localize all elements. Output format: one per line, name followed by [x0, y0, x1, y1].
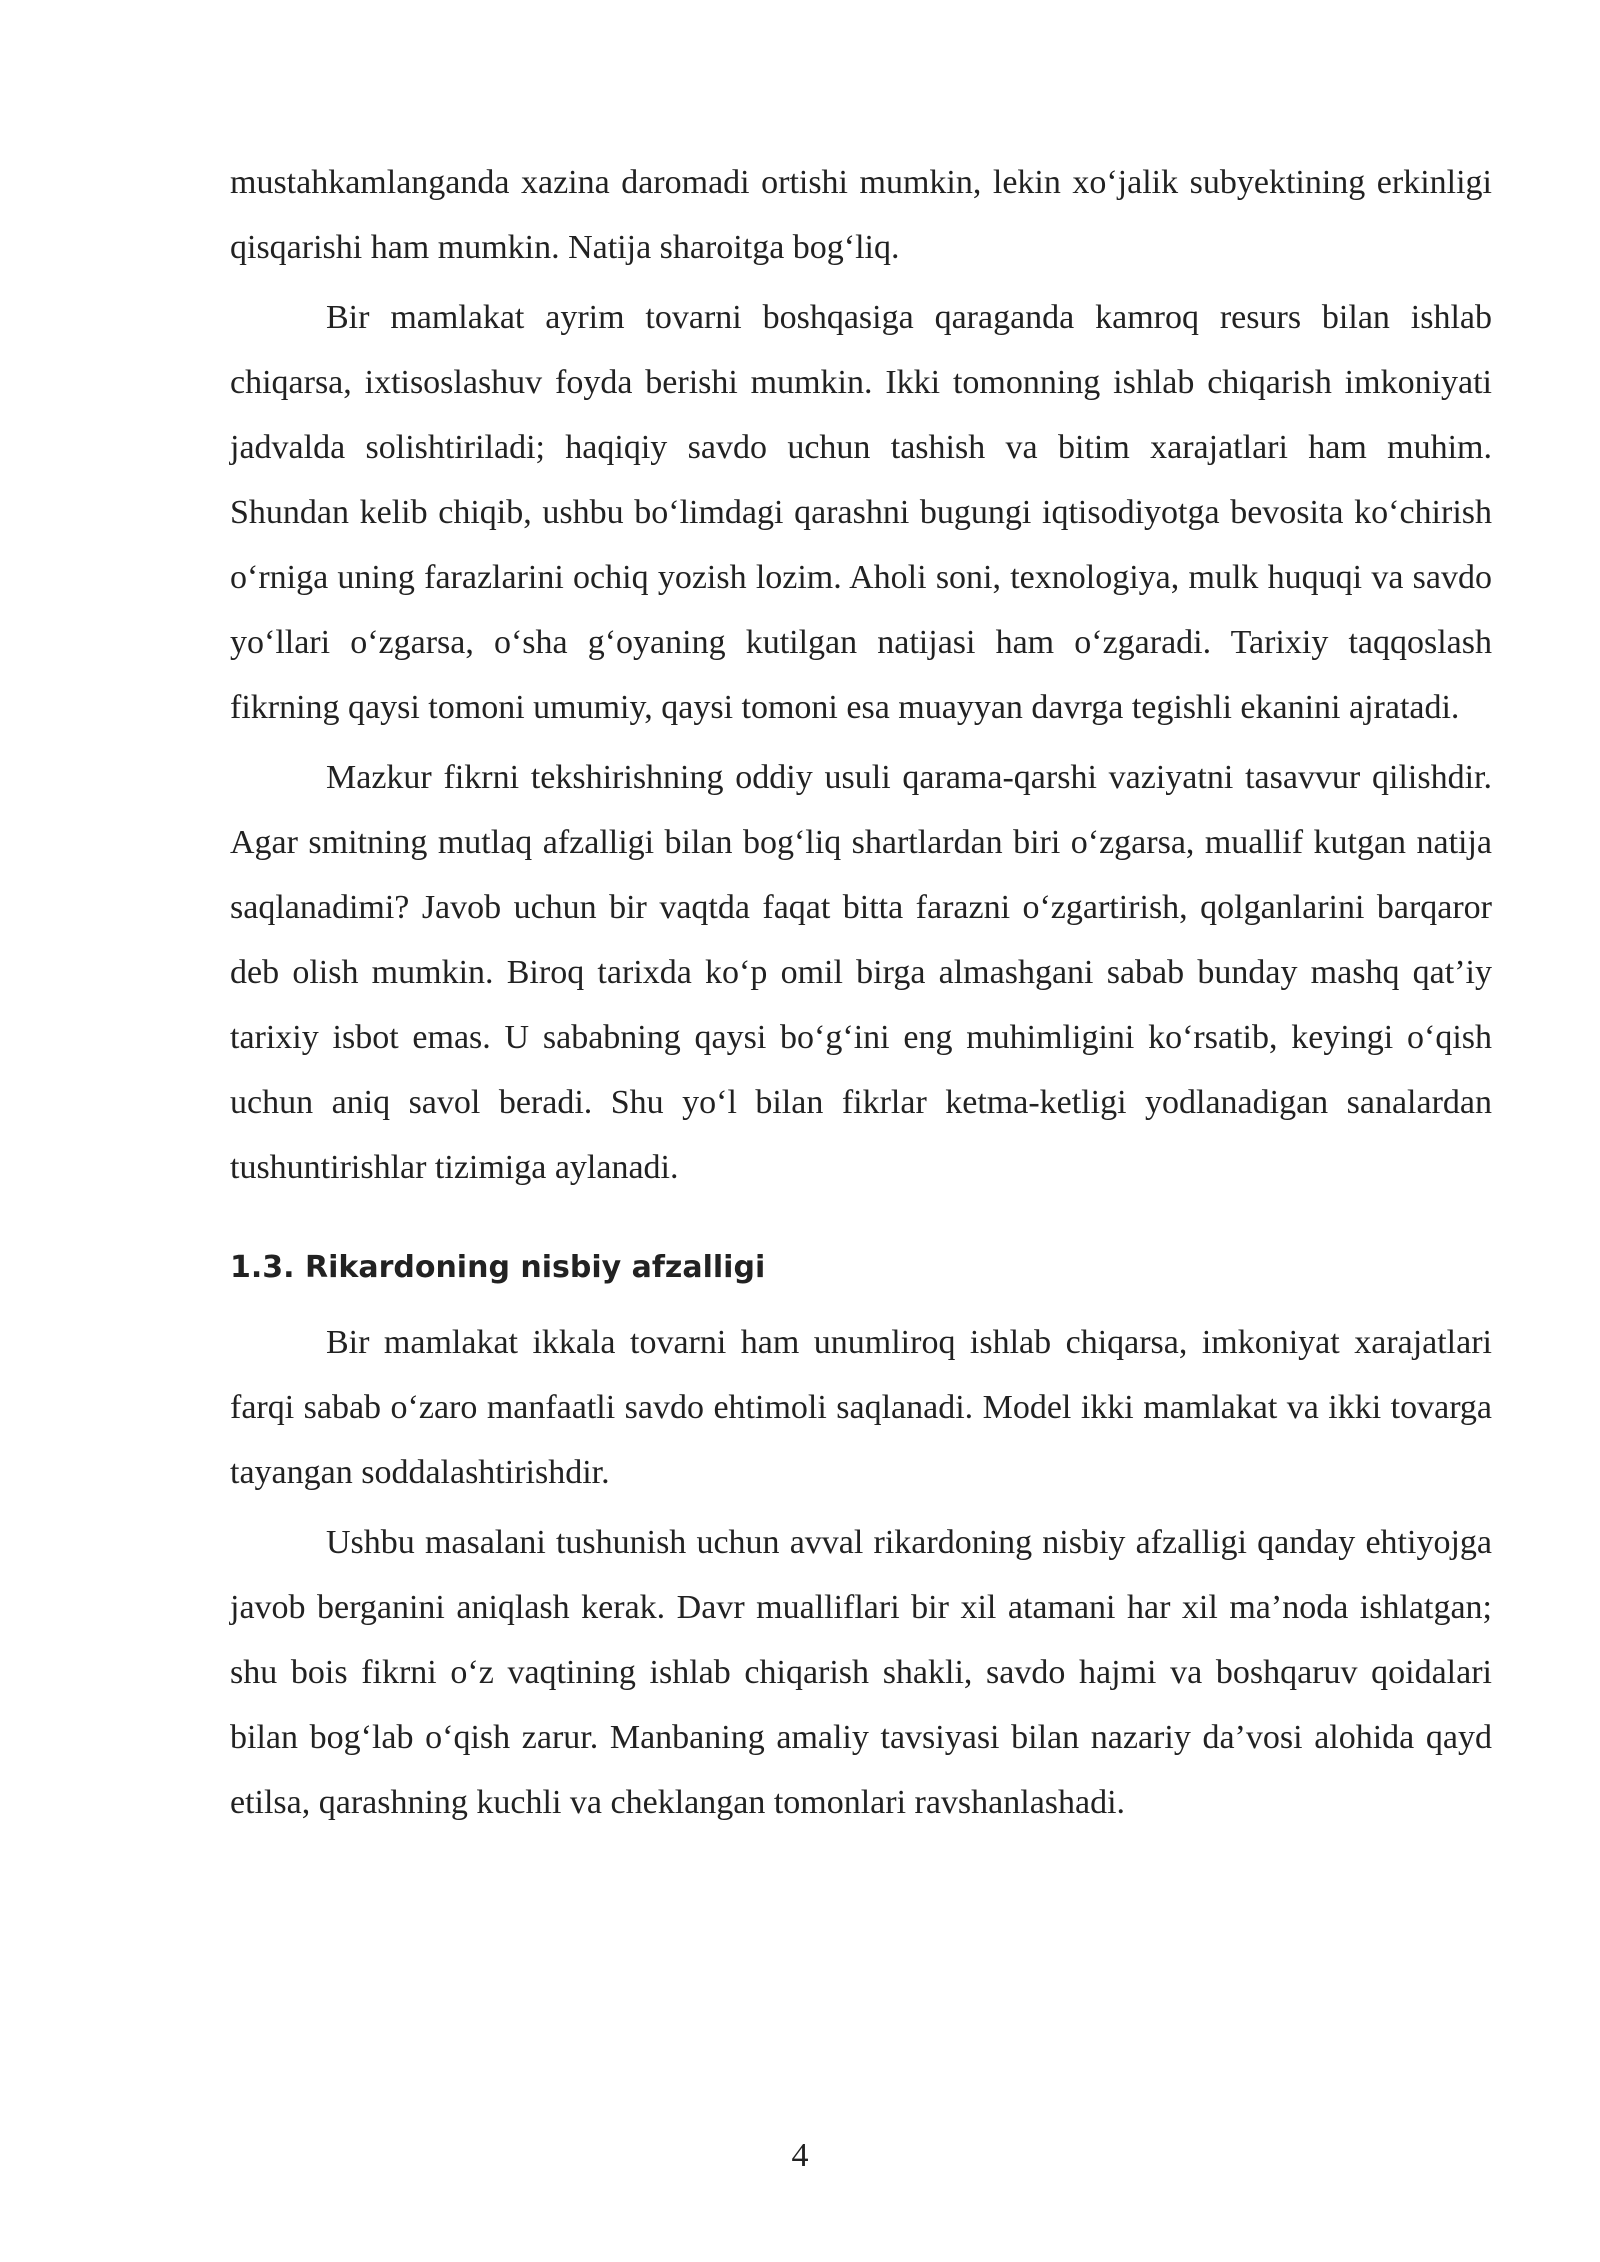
paragraph-continued: mustahkamlanganda xazina daromadi ortishi mumkin, lekin xo‘jalik subyektining erkinligi qisqarishi ham mumkin. Natija sharoitga bog‘liq.	[230, 164, 1492, 266]
paragraph-ricardo-intro: Bir mamlakat ikkala tovarni ham unumliroq ishlab chiqarsa, imkoniyat xarajatlari farqi sabab o‘zaro manfaatli savdo ehtimoli saqlanadi. Model ikki mamlakat va ikki tovarga tayangan soddalashtirishdir.	[230, 1324, 1492, 1491]
paragraph-counterfactual: Mazkur fikrni tekshirishning oddiy usuli qarama-qarshi vaziyatni tasavvur qilishdir. Agar smitning mutlaq afzalligi bilan bog‘liq shartlardan biri o‘zgarsa, muallif kutgan natija saqlanadimi? Javob uchun bir vaqtda faqat bitta farazni o‘zgartirish, qolganlarini barqaror deb olish mumkin. Biroq tarixda ko‘p omil birga almashgani sabab bunday mashq qat’iy tarixiy isbot emas. U sababning qaysi bo‘g‘ini eng muhimligini ko‘rsatib, keyingi o‘qish uchun aniq savol beradi. Shu yo‘l bilan fikrlar ketma-ketligi yodlanadigan sanalardan tushuntirishlar tizimiga aylanadi.	[230, 759, 1492, 1186]
paragraph-ricardo-context: Ushbu masalani tushunish uchun avval rikardoning nisbiy afzalligi qanday ehtiyojga javob berganini aniqlash kerak. Davr mualliflari bir xil atamani har xil ma’noda ishlatgan; shu bois fikrni o‘z vaqtining ishlab chiqarish shakli, savdo hajmi va boshqaruv qoidalari bilan bog‘lab o‘qish zarur. Manbaning amaliy tavsiyasi bilan nazariy da’vosi alohida qayd etilsa, qarashning kuchli va cheklangan tomonlari ravshanlashadi.	[230, 1524, 1492, 1821]
section-heading: 1.3. Rikardoning nisbiy afzalligi	[230, 1250, 766, 1285]
page-number: 4	[791, 2137, 809, 2174]
paragraph-specialization: Bir mamlakat ayrim tovarni boshqasiga qaraganda kamroq resurs bilan ishlab chiqarsa, ixtisoslashuv foyda berishi mumkin. Ikki tomonning ishlab chiqarish imkoniyati jadvalda solishtiriladi; haqiqiy savdo uchun tashish va bitim xarajatlari ham muhim. Shundan kelib chiqib, ushbu bo‘limdagi qarashni bugungi iqtisodiyotga bevosita ko‘chirish o‘rniga uning farazlarini ochiq yozish lozim. Aholi soni, texnologiya, mulk huquqi va savdo yo‘llari o‘zgarsa, o‘sha g‘oyaning kutilgan natijasi ham o‘zgaradi. Tarixiy taqqoslash fikrning qaysi tomoni umumiy, qaysi tomoni esa muayyan davrga tegishli ekanini ajratadi.	[230, 299, 1492, 726]
page-body	[230, 150, 1492, 1840]
